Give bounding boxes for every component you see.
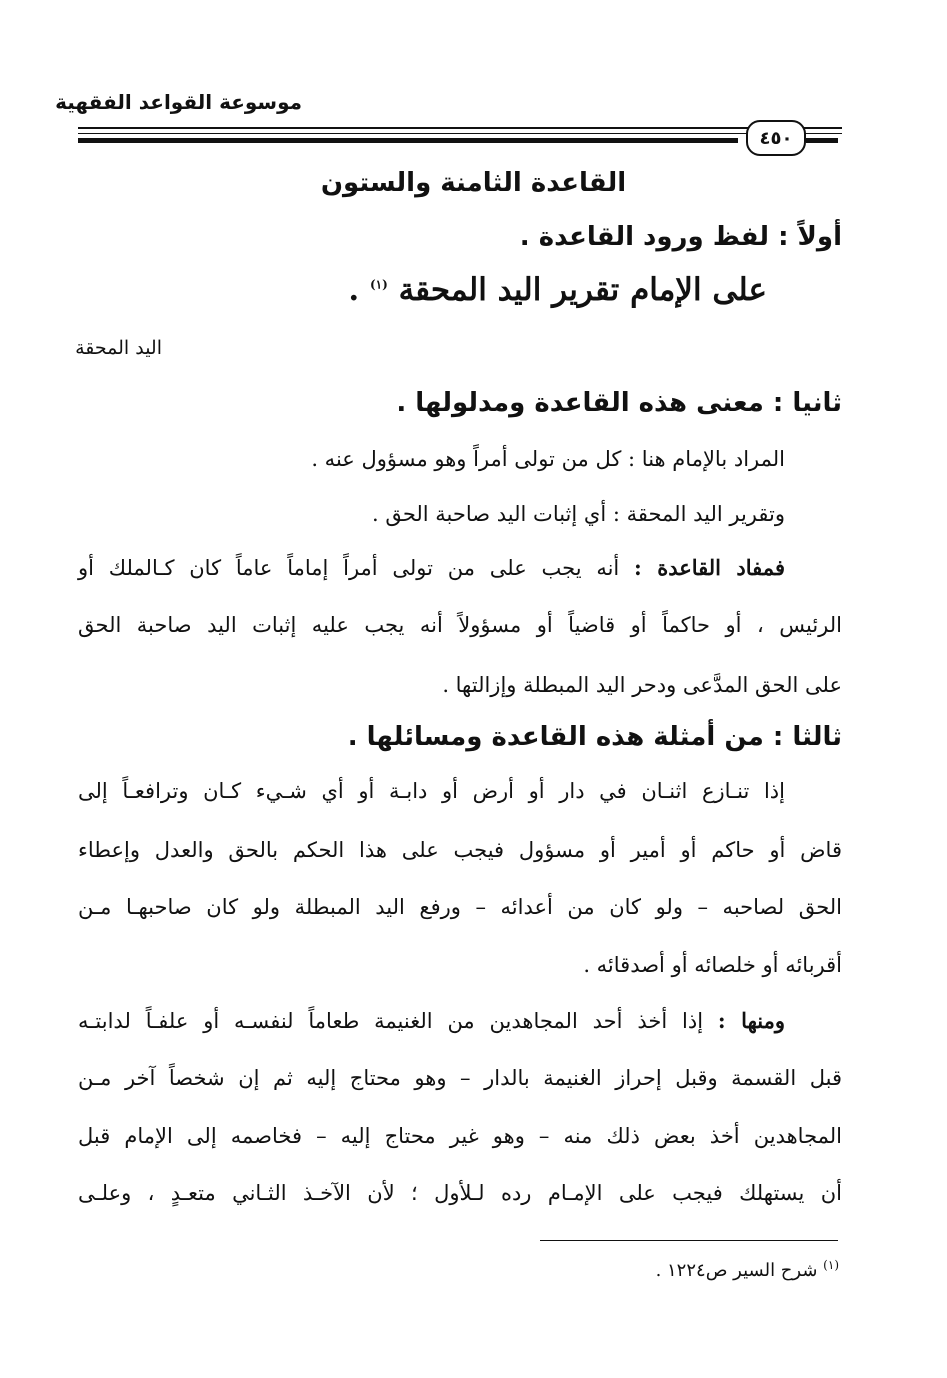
example2-line-1 <box>78 1008 785 1033</box>
summary-line-2: الرئيس ، أو حاكماً أو قاضياً أو مسؤولاً أنه يجب عليه إثبات اليد صاحبة الحق <box>78 613 842 637</box>
header-rule-thick-right <box>806 138 838 143</box>
example1-line-3: الحق لصاحبه – ولو كان من أعدائه – ورفع اليد المبطلة ولو كان صاحبهـا مـن <box>78 895 842 919</box>
page-number: ٤٥٠ <box>746 120 806 156</box>
running-title: موسوعة القواعد الفقهية <box>55 90 302 114</box>
header-rule-top <box>78 127 842 129</box>
footnote-text: شرح السير ص١٢٢٤ . <box>655 1260 818 1281</box>
side-note: اليد المحقة <box>75 337 162 359</box>
summary-line-1-text: أنه يجب على من تولى أمراً إماماً عاماً كان كـالملك أو <box>78 556 620 580</box>
header-rule-thin <box>78 133 842 134</box>
footnote-rule <box>540 1240 838 1241</box>
summary-lead: فمفاد القاعدة : <box>634 555 785 580</box>
example2-lead: ومنها : <box>717 1008 785 1033</box>
summary-line-3: على الحق المدَّعى ودحر اليد المبطلة وإزالتها . <box>442 673 842 697</box>
summary-line-1 <box>78 555 785 580</box>
third-heading: ثالثا : من أمثلة هذه القاعدة ومسائلها . <box>347 722 842 752</box>
example1-line-1: إذا تنـازع اثنـان في دار أو أرض أو دابـة أو أي شـيء كـان وترافعـاً إلى <box>78 779 785 803</box>
footnote <box>656 1258 839 1281</box>
rule-title: القاعدة الثامنة والستون <box>320 168 627 198</box>
example1-line-4: أقربائه أو خلصائه أو أصدقائه . <box>583 953 842 977</box>
first-heading: أولاً : لفظ ورود القاعدة . <box>519 222 842 252</box>
meaning-line-1: المراد بالإمام هنا : كل من تولى أمراً وهو مسؤول عنه . <box>311 447 785 471</box>
header-rule-thick-left <box>78 138 738 143</box>
example2-line-4: أن يستهلك فيجب على الإمـام رده لـلأول ؛ لأن الآخـذ الثـاني متعـدٍ ، وعلـى <box>78 1181 842 1205</box>
example2-line-2: قبل القسمة وقبل إحراز الغنيمة بالدار – وهو محتاج إليه ثم إن شخصاً آخر مـن <box>78 1066 842 1090</box>
example2-line-1-text: إذا أخذ أحد المجاهدين من الغنيمة طعاماً لنفسـه أو علفـاً لدابتـه <box>78 1009 704 1033</box>
footnote-marker: (١) <box>369 277 388 292</box>
meaning-line-2: وتقرير اليد المحقة : أي إثبات اليد صاحبة الحق . <box>371 502 785 526</box>
second-heading: ثانيا : معنى هذه القاعدة ومدلولها . <box>396 388 842 418</box>
rule-text <box>348 272 767 308</box>
example1-line-2: قاض أو حاكم أو أمير أو مسؤول فيجب على هذا الحكم بالحق والعدل وإعطاء <box>78 838 842 862</box>
rule-text-main: على الإمام تقرير اليد المحقة <box>398 272 767 308</box>
footnote-number: (١) <box>823 1258 839 1272</box>
example2-line-3: المجاهدين أخذ بعض ذلك منه – وهو غير محتاج إليه – فخاصمه إلى الإمام قبل <box>78 1124 842 1148</box>
rule-text-end: . <box>348 272 360 308</box>
